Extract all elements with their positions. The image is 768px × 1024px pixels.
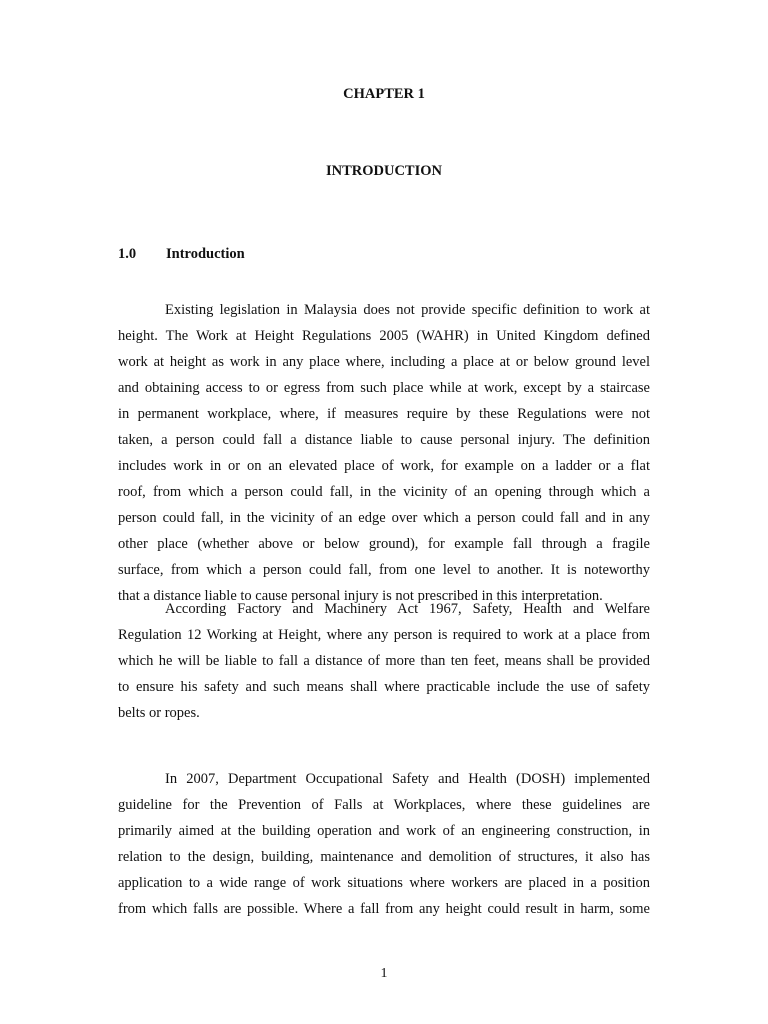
paragraph-line: which he will be liable to fall a distance of more than ten feet, means shall be provided <box>118 653 650 669</box>
section-title: Introduction <box>166 246 245 262</box>
paragraph-line: Existing legislation in Malaysia does not provide specific definition to work at <box>165 302 650 318</box>
chapter-label: CHAPTER 1 <box>343 86 425 102</box>
section-heading <box>118 244 245 264</box>
paragraph-line: and obtaining access to or egress from such place while at work, except by a staircase <box>118 380 650 396</box>
paragraph-line: height. The Work at Height Regulations 2005 (WAHR) in United Kingdom defined <box>118 328 650 344</box>
paragraph-3 <box>118 766 650 922</box>
section-number: 1.0 <box>118 246 137 262</box>
paragraph-line: to ensure his safety and such means shall where practicable include the use of safety <box>118 679 650 695</box>
paragraph-line: taken, a person could fall a distance liable to cause personal injury. The definition <box>118 432 650 448</box>
page-number: 1 <box>380 966 388 981</box>
paragraph-line: in permanent workplace, where, if measures require by these Regulations were not <box>118 406 650 422</box>
paragraph-line: other place (whether above or below ground), for example fall through a fragile <box>118 536 650 552</box>
paragraph-1 <box>118 297 650 609</box>
paragraph-line: work at height as work in any place where, including a place at or below ground level <box>118 354 650 370</box>
paragraph-line: from which falls are possible. Where a fall from any height could result in harm, some <box>118 901 650 917</box>
paragraph-line: includes work in or on an elevated place of work, for example on a ladder or a flat <box>118 458 650 474</box>
paragraph-line: surface, from which a person could fall, from one level to another. It is noteworthy <box>118 562 650 578</box>
paragraph-line: In 2007, Department Occupational Safety and Health (DOSH) implemented <box>165 771 650 787</box>
paragraph-line: primarily aimed at the building operation and work of an engineering construction, in <box>118 823 650 839</box>
paragraph-line: person could fall, in the vicinity of an edge over which a person could fall and in any <box>118 510 650 526</box>
paragraph-line: belts or ropes. <box>118 705 200 721</box>
paragraph-line: guideline for the Prevention of Falls at Workplaces, where these guidelines are <box>118 797 650 813</box>
paragraph-line: application to a wide range of work situations where workers are placed in a position <box>118 875 650 891</box>
paragraph-2 <box>118 596 650 726</box>
chapter-title: INTRODUCTION <box>325 163 442 179</box>
paragraph-line: Regulation 12 Working at Height, where any person is required to work at a place from <box>118 627 650 643</box>
paragraph-line: roof, from which a person could fall, in the vicinity of an opening through which a <box>118 484 650 500</box>
paragraph-line: relation to the design, building, maintenance and demolition of structures, it also has <box>118 849 650 865</box>
paragraph-line: According Factory and Machinery Act 1967, Safety, Health and Welfare <box>165 601 650 617</box>
paragraph-line: that a distance liable to cause personal injury is not prescribed in this interpretation. <box>118 588 603 604</box>
